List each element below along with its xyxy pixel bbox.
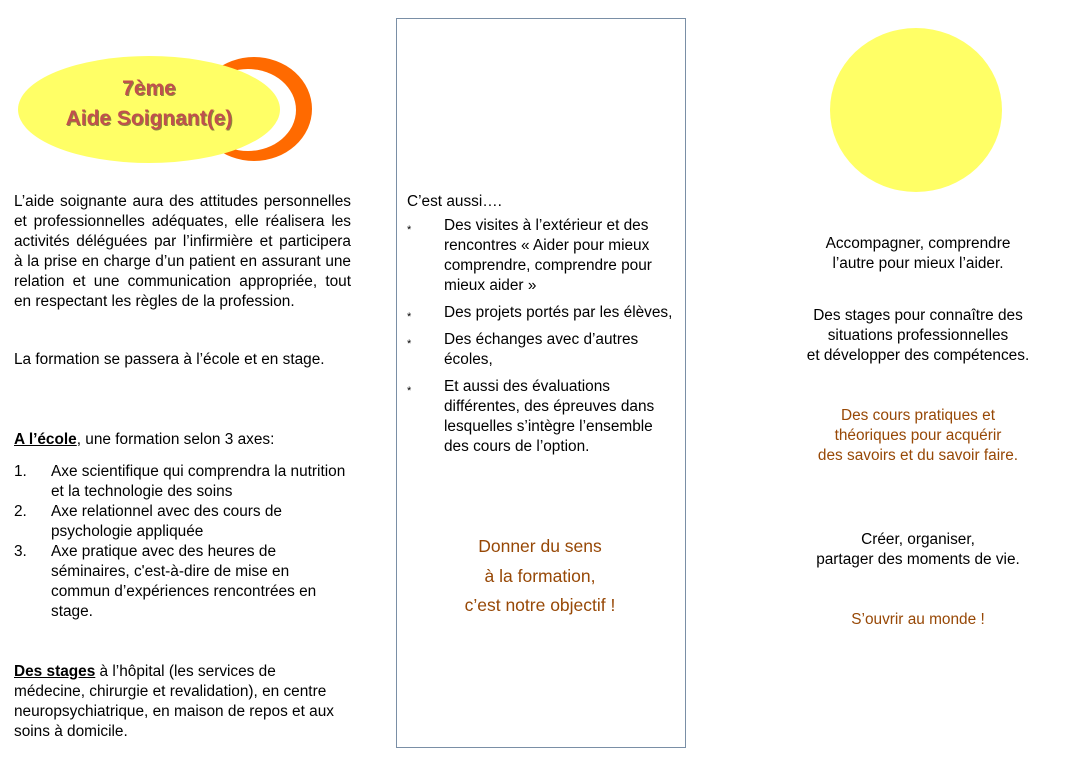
bullet-star-icon: * bbox=[407, 338, 412, 350]
stages-heading: Des stages bbox=[14, 663, 96, 680]
bullet-star-icon: * bbox=[407, 224, 412, 236]
list-item: * Des échanges avec d’autres écoles, bbox=[407, 331, 639, 368]
bullet-star-icon: * bbox=[407, 385, 412, 397]
list-item: 1. Axe scientifique qui comprendra la nutrition et la technologie des soins bbox=[14, 463, 346, 500]
sun-circle-icon bbox=[830, 28, 1002, 192]
intro-paragraph: L’aide soignante aura des attitudes personnelles et professionnelles adéquates, elle réalisera les activités déléguées par l’infirmière et participera à la prise en charge d’un patient en assurant une relation et une communication appropriée, tout en respectant les règles de la profession. bbox=[14, 193, 351, 310]
middle-bullet-list bbox=[407, 216, 677, 464]
formation-paragraph: La formation se passera à l’école et en stage. bbox=[14, 351, 325, 368]
list-item: * Des projets portés par les élèves, bbox=[407, 303, 677, 323]
ecole-heading: A l’école bbox=[14, 431, 77, 448]
right-paragraph-cours: Des cours pratiques et théoriques pour acquérir des savoirs et du savoir faire. bbox=[817, 407, 1019, 464]
list-item: 3. Axe pratique avec des heures de séminaires, c'est-à-dire de mise en commun d’expériences rencontrées en stage. bbox=[14, 543, 317, 620]
axes-list bbox=[14, 462, 351, 622]
middle-intro: C’est aussi…. bbox=[407, 193, 502, 210]
stages-paragraph bbox=[14, 662, 351, 742]
list-item: 2. Axe relationnel avec des cours de psychologie appliquée bbox=[14, 503, 282, 540]
right-paragraph-accompagner: Accompagner, comprendre l’autre pour mieux l’aider. bbox=[825, 235, 1011, 272]
logo-title: Aide Soignant(e) bbox=[65, 107, 233, 130]
right-paragraph-stages: Des stages pour connaître des situations professionnelles et développer des compétences. bbox=[806, 307, 1030, 364]
ecole-paragraph bbox=[14, 430, 351, 450]
right-slogan: S’ouvrir au monde ! bbox=[851, 611, 985, 628]
bullet-star-icon: * bbox=[407, 311, 412, 323]
list-item: * Et aussi des évaluations différentes, des épreuves dans lesquelles s’intègre l’ensemble des cours de l’option. bbox=[407, 378, 655, 455]
stages-text: à l’hôpital (les services de médecine, chirurgie et revalidation), en centre neuropsychiatrique, en maison de repos et aux soins à domicile. bbox=[14, 663, 334, 740]
brochure-logo bbox=[18, 55, 313, 165]
right-paragraph-creer: Créer, organiser, partager des moments de vie. bbox=[816, 531, 1020, 568]
ecole-text: , une formation selon 3 axes: bbox=[76, 431, 275, 448]
motto: Donner du sens à la formation, c’est notre objectif ! bbox=[464, 536, 616, 615]
list-item: * Des visites à l’extérieur et des rencontres « Aider pour mieux comprendre, comprendre pour mieux aider » bbox=[407, 217, 652, 294]
logo-year: 7ème bbox=[122, 77, 176, 100]
